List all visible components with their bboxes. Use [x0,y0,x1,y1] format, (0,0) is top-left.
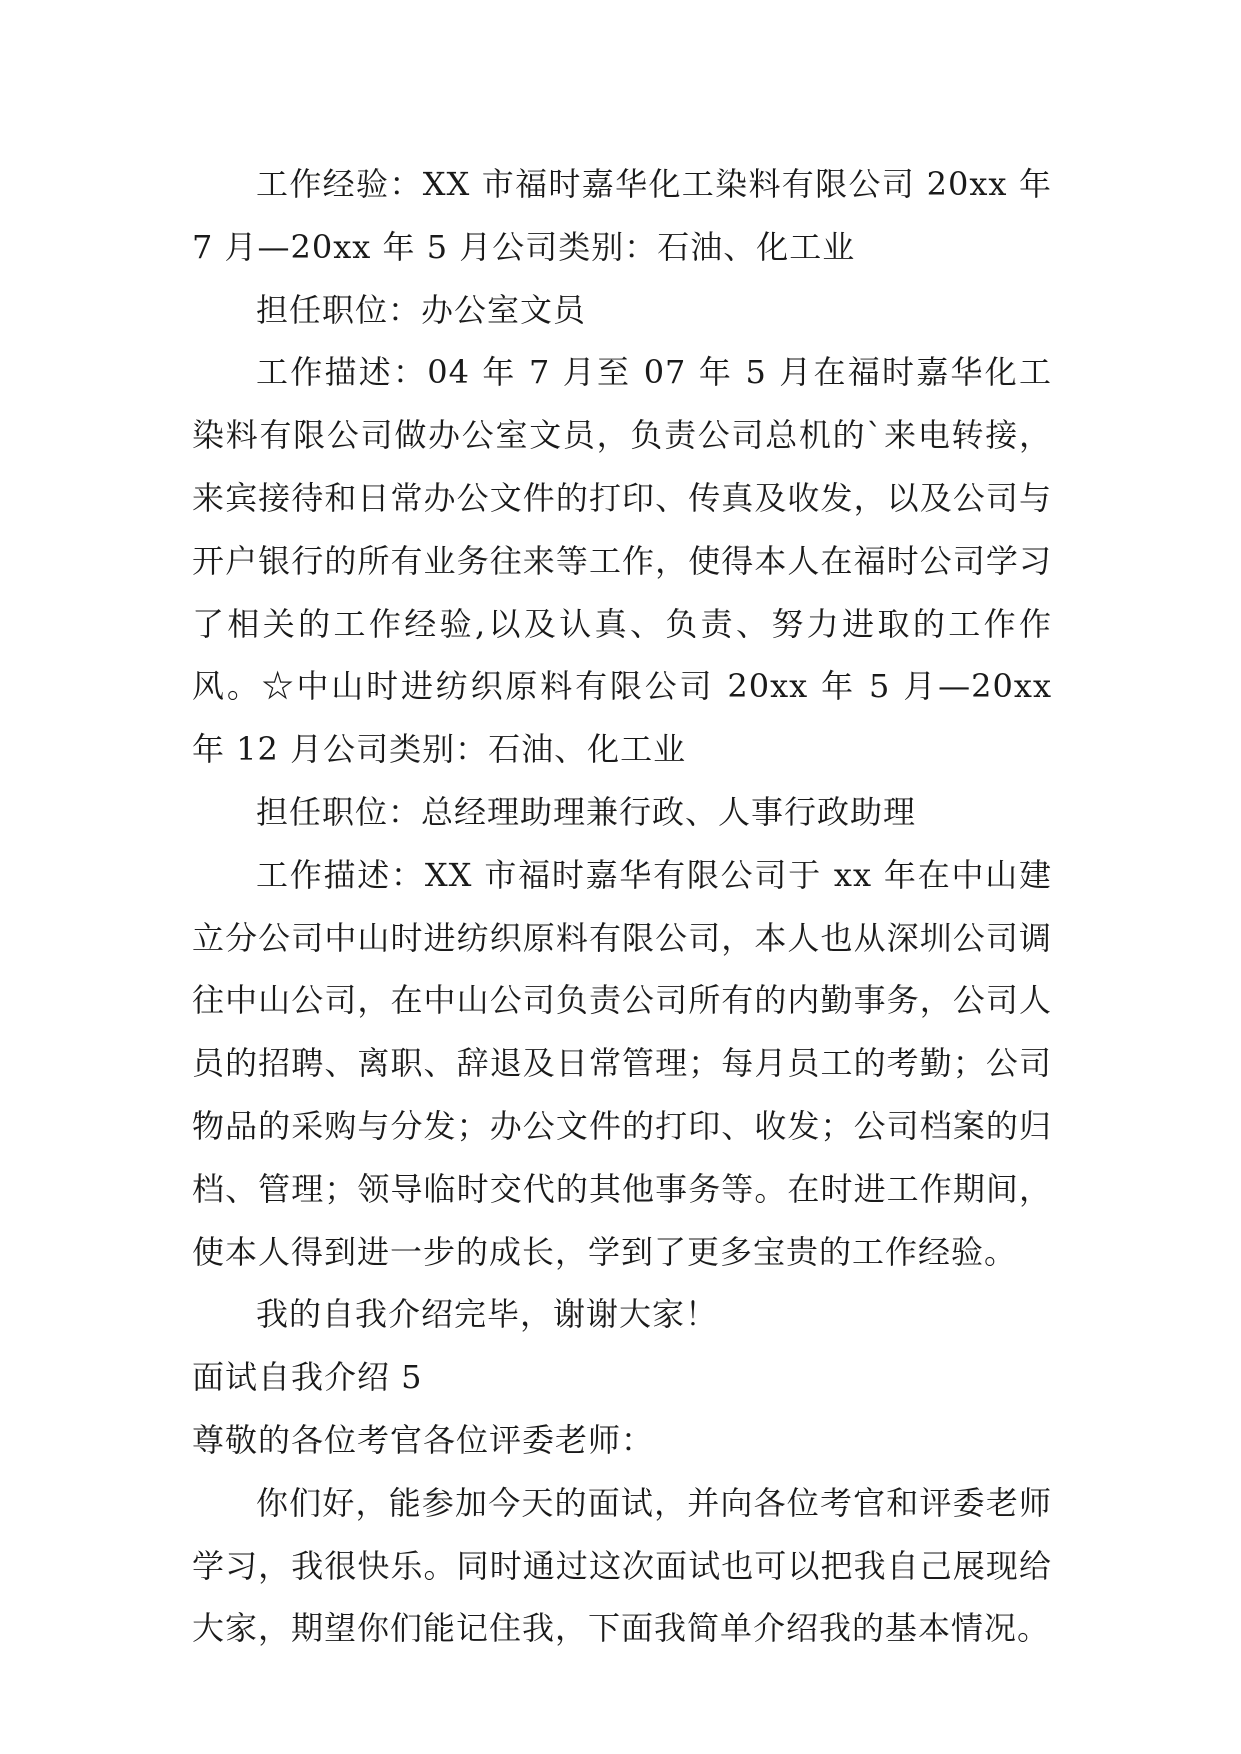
section-title: 面试自我介绍 5 [192,1358,423,1397]
paragraph-intro: 你们好，能参加今天的面试，并向各位考官和评委老师学习，我很快乐。同时通过这次面试也可以把我自己展现给大家，期望你们能记住我，下面我简单介绍我的基本情况。 [192,1483,1052,1648]
paragraph-closing: 我的自我介绍完毕，谢谢大家！ [256,1295,719,1334]
paragraph-position-1: 担任职位：办公室文员 [256,290,587,329]
document-body [192,153,1052,1660]
paragraph-job-description-2: 工作描述：XX 市福时嘉华有限公司于 xx 年在中山建立分公司中山时进纺织原料有限公司，本人也从深圳公司调往中山公司，在中山公司负责公司所有的内勤事务，公司人员的招聘、离职、辞退及日常管理；每月员工的考勤；公司物品的采购与分发；办公文件的打印、收发；公司档案的归档、管理；领导临时交代的其他事务等。在时进工作期间，使本人得到进一步的成长，学到了更多宝贵的工作经验。 [192,855,1052,1271]
salutation: 尊敬的各位考官各位评委老师： [192,1420,655,1459]
paragraph-work-experience: 工作经验：XX 市福时嘉华化工染料有限公司 20xx 年 7 月—20xx 年 5 月公司类别：石油、化工业 [192,165,1052,266]
paragraph-job-description-1: 工作描述：04 年 7 月至 07 年 5 月在福时嘉华化工染料有限公司做办公室文员，负责公司总机的`来电转接，来宾接待和日常办公文件的打印、传真及收发，以及公司与开户银行的所有业务往来等工作，使得本人在福时公司学习了相关的工作经验,以及认真、负责、努力进取的工作作风。☆中山时进纺织原料有限公司 20xx 年 5 月—20xx 年 12 月公司类别：石油、化工业 [192,353,1052,769]
paragraph-position-2: 担任职位：总经理助理兼行政、人事行政助理 [256,792,917,831]
